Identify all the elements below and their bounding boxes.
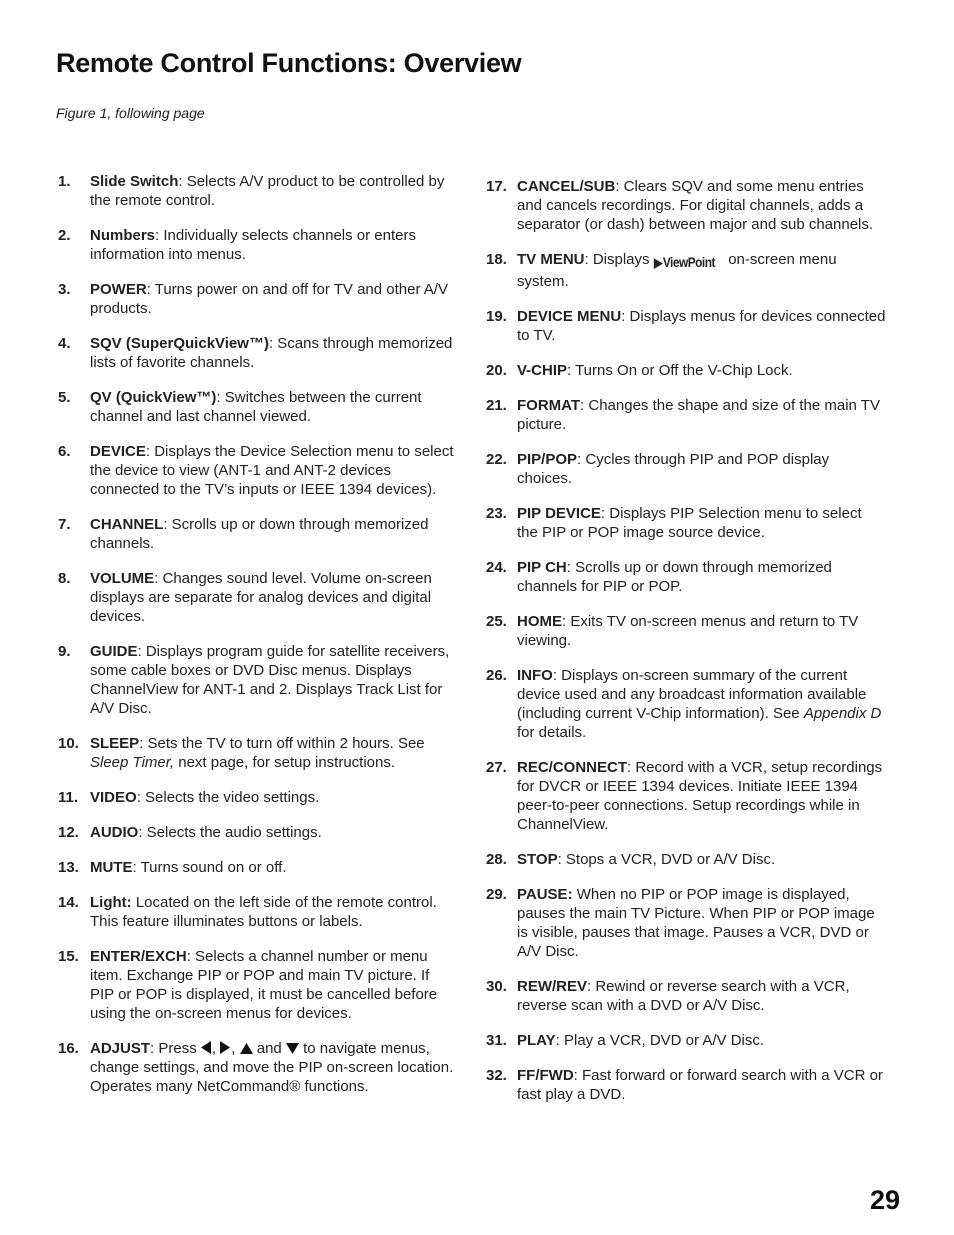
item-number: 5. [58, 389, 71, 406]
item-number: 13. [58, 859, 79, 876]
item-description: : Displays on-screen summary of the current device used and any broadcast information available (including current V-Chip information). See [517, 667, 867, 722]
item-number: 22. [486, 451, 507, 468]
item-term: Slide Switch [90, 173, 179, 190]
list-item [486, 504, 886, 542]
item-description: : Changes sound level. Volume on-screen displays are separate for analog devices and digital devices. [90, 570, 432, 625]
item-description-continued: for details. [517, 724, 587, 741]
list-item [58, 280, 456, 318]
item-term: CANCEL/SUB [517, 178, 616, 195]
item-term: DEVICE MENU [517, 308, 622, 325]
viewpoint-logo [654, 253, 715, 272]
item-description: : Cycles through PIP and POP display choices. [517, 451, 830, 487]
item-term: FF/FWD [517, 1067, 574, 1084]
list-item [58, 226, 456, 264]
viewpoint-logo-text: ViewPoint [662, 254, 715, 270]
list-item [486, 450, 886, 488]
item-number: 2. [58, 227, 71, 244]
item-number: 27. [486, 759, 507, 776]
list-item [486, 612, 886, 650]
item-number: 26. [486, 667, 507, 684]
item-description: : Scrolls up or down through memorized channels. [90, 516, 429, 552]
item-number: 16. [58, 1040, 79, 1057]
item-description: : Exits TV on-screen menus and return to TV viewing. [517, 613, 859, 649]
page-title: Remote Control Functions: Overview [56, 48, 522, 78]
item-term: AUDIO [90, 824, 139, 841]
item-term: SLEEP [90, 735, 140, 752]
list-item [58, 642, 456, 718]
item-description: : Displays program guide for satellite receivers, some cable boxes or DVD Disc menus. Displays ChannelView for ANT-1 and 2. Displays Track List for A/V Disc. [90, 643, 450, 717]
item-number: 21. [486, 397, 507, 414]
item-term: PIP CH [517, 559, 567, 576]
list-item [486, 307, 886, 345]
separator: , [231, 1040, 240, 1057]
item-number: 24. [486, 559, 507, 576]
item-description: When no PIP or POP image is displayed, pauses the main TV Picture. When PIP or POP image is visible, pauses that image. Pauses a VCR, DVD or A/V Disc. [517, 886, 875, 960]
item-term: REC/CONNECT [517, 759, 628, 776]
item-term: CHANNEL [90, 516, 164, 533]
item-description-continued: on-screen menu system. [517, 251, 837, 290]
list-item [486, 885, 886, 961]
item-description: : Selects the audio settings. [138, 824, 322, 841]
item-number: 25. [486, 613, 507, 630]
item-term: PIP/POP [517, 451, 578, 468]
item-term: PIP DEVICE [517, 505, 601, 522]
list-item [58, 442, 456, 499]
separator: , [211, 1040, 221, 1057]
list-item [58, 823, 456, 842]
item-description: : Selects a channel number or menu item. Exchange PIP or POP and main TV picture. If PIP or POP is displayed, it must be cancelled before using the on-screen menus for devices. [90, 948, 438, 1022]
item-term: DEVICE [90, 443, 146, 460]
item-number: 7. [58, 516, 71, 533]
item-term: PAUSE: [517, 886, 573, 903]
item-term: FORMAT [517, 397, 581, 414]
item-description: : Scrolls up or down through memorized channels for PIP or POP. [517, 559, 832, 595]
list-item [486, 396, 886, 434]
item-description: : Play a VCR, DVD or A/V Disc. [555, 1032, 765, 1049]
item-term: Numbers [90, 227, 156, 244]
list-item [58, 893, 456, 931]
item-number: 1. [58, 173, 71, 190]
item-term: V-CHIP [517, 362, 568, 379]
left-column [58, 172, 456, 1112]
item-description: : Press [150, 1040, 201, 1057]
list-item [58, 947, 456, 1023]
item-description: : Selects A/V product to be controlled by the remote control. [90, 173, 445, 209]
item-description: : Changes the shape and size of the main TV picture. [517, 397, 880, 433]
item-description: : Displays [584, 251, 650, 268]
item-number: 31. [486, 1032, 507, 1049]
item-term: REW/REV [517, 978, 588, 995]
right-column [486, 177, 886, 1120]
item-term: TV MENU [517, 251, 585, 268]
separator: and [252, 1040, 286, 1057]
cross-reference-appendix-d: Appendix D [803, 705, 882, 722]
figure-reference: Figure 1, following page [56, 105, 205, 121]
list-item [58, 388, 456, 426]
item-number: 28. [486, 851, 507, 868]
item-number: 8. [58, 570, 71, 587]
list-item [486, 1031, 886, 1050]
item-term: MUTE [90, 859, 133, 876]
item-term: INFO [517, 667, 553, 684]
list-item [486, 1066, 886, 1104]
item-number: 14. [58, 894, 79, 911]
arrow-down-icon [286, 1043, 299, 1054]
list-item [486, 558, 886, 596]
list-item [486, 250, 886, 291]
item-number: 3. [58, 281, 71, 298]
item-number: 10. [58, 735, 79, 752]
list-item [486, 666, 886, 742]
item-description: Located on the left side of the remote control. This feature illuminates buttons or labels. [90, 894, 437, 930]
item-description: : Sets the TV to turn off within 2 hours. See [139, 735, 425, 752]
item-term: VIDEO [90, 789, 137, 806]
item-term: QV (QuickView™) [90, 389, 217, 406]
item-number: 15. [58, 948, 79, 965]
item-term: ADJUST [90, 1040, 151, 1057]
list-item [58, 569, 456, 626]
item-description: : Selects the video settings. [136, 789, 320, 806]
list-item [58, 515, 456, 553]
item-description-continued: to navigate menus, change settings, and move the PIP on-screen location. Operates many NetCommand® functions. [90, 1040, 454, 1095]
item-number: 18. [486, 251, 507, 268]
item-term: STOP [517, 851, 558, 868]
item-number: 23. [486, 505, 507, 522]
list-item [58, 788, 456, 807]
item-description: : Displays PIP Selection menu to select the PIP or POP image source device. [517, 505, 862, 541]
arrow-up-icon [240, 1043, 253, 1054]
item-description: : Record with a VCR, setup recordings for DVCR or IEEE 1394 devices. Initiate IEEE 1394 peer-to-peer connections. Setup recordings while in ChannelView. [517, 759, 883, 833]
item-term: PLAY [517, 1032, 556, 1049]
item-number: 29. [486, 886, 507, 903]
item-description: : Switches between the current channel and last channel viewed. [90, 389, 422, 425]
item-number: 9. [58, 643, 71, 660]
item-number: 12. [58, 824, 79, 841]
item-term: SQV (SuperQuickView™) [90, 335, 269, 352]
page-number: 29 [869, 1185, 900, 1215]
item-description: : Turns On or Off the V-Chip Lock. [567, 362, 793, 379]
item-description: : Displays menus for devices connected to TV. [517, 308, 886, 344]
item-description: : Displays the Device Selection menu to select the device to view (ANT-1 and ANT-2 devices connected to the TV’s inputs or IEEE 1394 devices). [90, 443, 454, 498]
item-description: : Stops a VCR, DVD or A/V Disc. [557, 851, 776, 868]
item-description: : Individually selects channels or enters information into menus. [90, 227, 417, 263]
item-number: 32. [486, 1067, 507, 1084]
item-number: 6. [58, 443, 71, 460]
list-item [486, 850, 886, 869]
list-item [486, 361, 886, 380]
item-number: 30. [486, 978, 507, 995]
item-description: : Turns sound on or off. [132, 859, 287, 876]
list-item [58, 334, 456, 372]
item-term: HOME [517, 613, 562, 630]
item-description: : Clears SQV and some menu entries and cancels recordings. For digital channels, adds a separator (or dash) between major and sub channels. [517, 178, 874, 233]
item-term: Light: [90, 894, 132, 911]
item-description: : Fast forward or forward search with a VCR or fast play a DVD. [517, 1067, 883, 1103]
item-description: : Scans through memorized lists of favorite channels. [90, 335, 453, 371]
item-number: 19. [486, 308, 507, 325]
cross-reference-sleep-timer: Sleep Timer, [90, 754, 175, 771]
list-item [58, 172, 456, 210]
item-number: 11. [58, 789, 79, 806]
list-item [486, 177, 886, 234]
item-term: POWER [90, 281, 147, 298]
item-number: 17. [486, 178, 507, 195]
item-description: : Turns power on and off for TV and other A/V products. [90, 281, 448, 317]
list-item [486, 758, 886, 834]
item-description: : Rewind or reverse search with a VCR, reverse scan with a DVD or A/V Disc. [517, 978, 850, 1014]
list-item [486, 977, 886, 1015]
list-item [58, 734, 456, 772]
list-item [58, 1039, 456, 1096]
item-number: 4. [58, 335, 71, 352]
item-term: VOLUME [90, 570, 155, 587]
play-triangle-icon: ▶ [653, 255, 662, 270]
list-item [58, 858, 456, 877]
arrow-left-icon [201, 1041, 212, 1054]
item-term: ENTER/EXCH [90, 948, 187, 965]
item-number: 20. [486, 362, 507, 379]
arrow-right-icon [220, 1041, 231, 1054]
item-term: GUIDE [90, 643, 138, 660]
item-description-continued: next page, for setup instructions. [174, 754, 396, 771]
